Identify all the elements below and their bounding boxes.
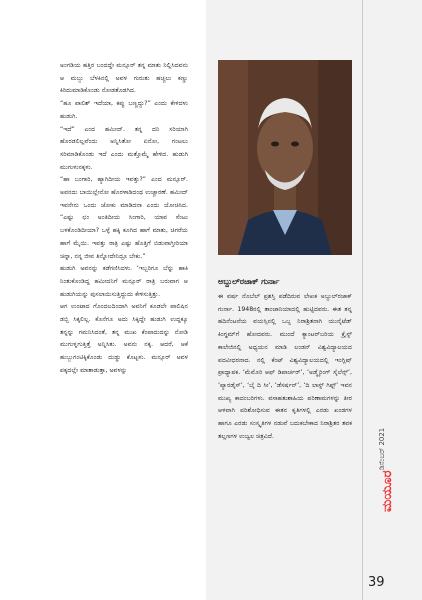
margin-divider (362, 0, 363, 600)
story-paragraph: “ಹೂ ಪಾಲಿಶ್ ಇದೆಯಾ, ಕಪ್ಪು ಬಣ್ಣದ್ದು?” ಎಂದು ಕೇಳಿದಳು ಹುಡುಗಿ. (60, 100, 188, 120)
author-bio (218, 276, 352, 443)
author-bio-text: ಈ ವರ್ಷ ನೊಬೆಲ್ ಪ್ರಶಸ್ತಿ ಪಡೆದಿರುವ ಲೇಖಕ ಅಬ್ದುಲ್‌ರಜಾಕ್ ಗುರ್ನಾ. 1948ರಲ್ಲಿ ತಾಂಜಾನಿಯಾದಲ್ಲಿ ಹುಟ್ಟಿದವರು. ಈತ ತನ್ನ ಹದಿನೆಂಟನೆಯ ವಯಸ್ಸಿನಲ್ಲಿ ಒಬ್ಬ ನಿರಾಶ್ರಿತನಾಗಿ ಯುನೈಟೆಡ್ ಕಿಂಗ್ಡಮ್‌ಗೆ ಹೋದವರು. ಮುಂದೆ ಕ್ಯಾಂಟರ್‌ಬರಿಯ ಕ್ರೈಸ್ಟ್ ಕಾಲೇಜಿನಲ್ಲಿ ಅಧ್ಯಯನ ಮಾಡಿ ಲಂಡನ್ ವಿಶ್ವವಿದ್ಯಾಲಯದ ಪದವೀಧರನಾದ. ನಲ್ಲಿ ಕೆಂಟ್ ವಿಶ್ವವಿದ್ಯಾಲಯದಲ್ಲಿ ಇಂಗ್ಲಿಷ್ ಪ್ರಾಧ್ಯಾಪಕ. ‘ಮೆಮೊರಿ ಆಫ್ ಡಿಪಾರ್ಚರ್’, ‘ಅಡ್ಮೈರಿಂಗ್ ಸೈಲೆನ್ಸ್’, ‘ಪ್ಯಾರಡೈಸ್’, ‘ಬೈ ದಿ ಸೀ’, ‘ಡೆಸರ್ಷನ್’, ‘ದಿ ಲಾಸ್ಟ್ ಗಿಫ್ಟ್’ ಇವನ ಮುಖ್ಯ ಕಾದಂಬರಿಗಳು. ವಸಾಹತುಶಾಹಿಯ ಪರಿಣಾಮಗಳನ್ನು ತೀರ ಆಳವಾಗಿ ಪರಿಶೋಧಿಸುವ ಈತನ ಕೃತಿಗಳಲ್ಲಿ ಎರಡು ಖಂಡಗಳ ಹಾಗೂ ಎರಡು ಸಂಸ್ಕೃತಿಗಳ ನಡುವೆ ಬದುಕಬೇಕಾದ ನಿರಾಶ್ರಿತರ ತವಕ ತಲ್ಲಣಗಳ ಉಜ್ವಲ ಚಿತ್ರವಿದೆ. (218, 293, 352, 440)
story-paragraph: “ಇದೆ” ಎಂದ ಹಮೀದ್. ತನ್ನ ದನಿ ಸರಿಯಾಗಿ ಹೊರಡಲಿಲ್ಲವೆಂದು ಅನ್ನಿಸಿತೋ ಏನೋ, ಗಂಟಲು ಸರಿಮಾಡಿಕೊಂಡು ಇದೆ ಎಂದು ಮತ್ತೊಮ್ಮೆ ಹೇಳಿದ. ಹುಡುಗಿ ಮುಗುಳುನಕ್ಕಳು. (60, 125, 188, 171)
story-paragraph: ಹುಡುಗಿ ಅವನನ್ನು ಕಡೆಗಣಿಸಿದಳು. ‘ಇಬ್ಬರಿಗೂ ಬೆನ್ನು ಹಾಕಿ ನಿಂತುಕೊಂಡಿದ್ದ ಹಮೀದನಿಗೆ ಮನ್ಸೂರ್ ರಾತ್ರಿ ಬರುವಾಗ ಆ ಹುಡುಗಿಯನ್ನು ಪುಸಲಾಯಿಸುತ್ತಿದ್ದುದು ಕೇಳಿಸುತ್ತಿತ್ತು. (60, 265, 188, 298)
story-column (60, 60, 188, 378)
magazine-logo: ಮಯೂರ (380, 470, 395, 512)
author-photo (218, 60, 352, 255)
page-number: 39 (368, 575, 385, 590)
story-paragraph: ಆಗ ಉಂಟಾದ ಗೊಂದಲದಿಂದಾಗಿ ಅವನಿಗೆ ಕೂಡಲೇ ಪಾಲಿಷಿನ ಡಬ್ಬಿ ಸಿಕ್ಕಲಿಲ್ಲ. ಕೊನೆಗೂ ಅದು ಸಿಕ್ಕಿದ್ದೇ ಹುಡುಗಿ ಉದ್ದಕ್ಕೂ ತನ್ನನ್ನು ಗಮನಿಸಿದಂತೆ, ತನ್ನ ಮುಖ ಕೆಂಪಾದುದನ್ನು ನೋಡಿ ಮುಗುಳ್ನಗುತ್ತಿತ್ತೆ ಅನ್ನಿಸಿತು. ಅವನು ನಕ್ಕ. ಆದರೆ, ಆಕೆ ಹುಬ್ಬುಗಂಟಿಕ್ಕಿಕೊಂಡು ದುಡ್ಡು ಕೊಟ್ಟಳು. ಮನ್ಸೂರ್ ಅವಳ ಪಕ್ಕದಲ್ಲೇ ಮಾತಾಡುತ್ತಾ, ಅವಳನ್ನು (60, 303, 188, 374)
story-paragraph: ಅಂಗಡಿಯ ಹತ್ತಿರ ಬಂದದ್ದೇ ಮನ್ಸೂರ್ ತನ್ನ ಮಾತು ನಿಲ್ಲಿಸಿದವನು ಆ ಮಬ್ಬು ಬೆಳಕಿನಲ್ಲಿ ಅವಳ ಗುರುತು ಹಚ್ಚಲು ಕಣ್ಣು ಕಿರಿದುಮಾಡಿಕೊಂಡು ನೋಡತೊಡಗಿದ. (60, 62, 188, 95)
issue-date: ಡಿಸೆಂಬರ್ 2021 (378, 427, 386, 470)
story-paragraph: “ಹಾ ಬಂಗಾರಿ, ಹ್ಯಾಗಿದೀಯ ಇವತ್ತು?” ಎಂದ ಮನ್ಸೂರ್. ಅವನದು ಬಾಯಿಲ್ಲೇನೋ ಹೊರಳಾಡಿದಂಥ ಉಚ್ಚಾರಣೆ. ಹಮೀದ್ ಇವನೇನು ಒಂದು ಜೋಕು ಮಾಡಿದನಾ ಎಂದು ಯೋಚಿಸಿದ. “ಎಷ್ಟು ಛಂ ಅಂತಿದೀಯ ಸಿಂಗಾರಿ, ಯಾವ ಸೆಂಟು ಬಳಕೊಂಡಿದೀಯಾ? ಒಳ್ಳೆ ಹಕ್ಕಿ ಕೂಗಿದ ಹಾಗೆ ಮಾತು, ಚಿಗರೆಯ ಹಾಗೆ ಮೈಯಿ. ಇವತ್ತು ರಾತ್ರಿ ಎಷ್ಟು ಹೊತ್ತಿಗೆ ಬಿಡುವಾಗ್ತೀರಿಯಾ ಚಿನ್ನಾ, ನನ್ನ ಜೀವ ತಿನ್ನೋದೇನಿದ್ರೂ ಬೇಕು.” (60, 176, 188, 260)
author-name-heading: ಅಬ್ದುಲ್‌ರಜಾಕ್ ಗುರ್ನಾ (218, 277, 280, 286)
